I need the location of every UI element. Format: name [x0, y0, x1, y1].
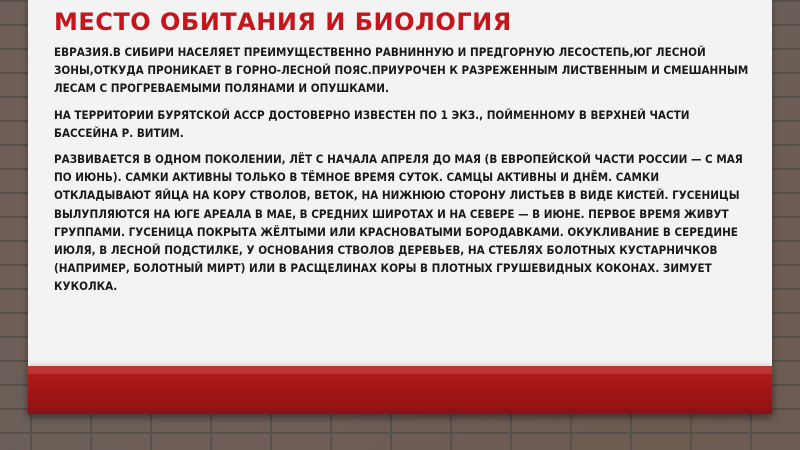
slide-body	[54, 43, 749, 304]
band-highlight	[28, 366, 772, 374]
paragraph-buryatia: НА ТЕРРИТОРИИ БУРЯТСКОЙ АССР ДОСТОВЕРНО ИЗВЕСТЕН ПО 1 ЭКЗ., ПОЙМЕННОМУ В ВЕРХНЕЙ ЧАСТИ БАССЕЙНА Р. ВИТИМ.	[54, 107, 690, 140]
paragraph-habitat: ЕВРАЗИЯ.В СИБИРИ НАСЕЛЯЕТ ПРЕИМУЩЕСТВЕННО РАВНИННУЮ И ПРЕДГОРНУЮ ЛЕСОСТЕПЬ,ЮГ ЛЕСНОЙ ЗОНЫ,ОТКУДА ПРОНИКАЕТ В ГОРНО-ЛЕСНОЙ ПОЯС.ПРИУРОЧЕН К РАЗРЕЖЕННЫМ ЛИСТВЕННЫМ И СМЕШАННЫМ ЛЕСАМ С ПРОГРЕВАЕМЫМИ ПОЛЯНАМИ И ОПУШКАМИ.	[54, 45, 749, 96]
red-accent-band	[28, 366, 772, 414]
paragraph-biology: РАЗВИВАЕТСЯ В ОДНОМ ПОКОЛЕНИИ, ЛЁТ С НАЧАЛА АПРЕЛЯ ДО МАЯ (В ЕВРОПЕЙСКОЙ ЧАСТИ РОССИИ — С МАЯ ПО ИЮНЬ). САМКИ АКТИВНЫ ТОЛЬКО В ТЁМНОЕ ВРЕМЯ СУТОК. САМЦЫ АКТИВНЫ И ДНЁМ. САМКИ ОТКЛАДЫВАЮТ ЯЙЦА НА КОРУ СТВОЛОВ, ВЕТОК, НА НИЖНЮЮ СТОРОНУ ЛИСТЬЕВ В ВИДЕ КИСТЕЙ. ГУСЕНИЦЫ ВЫЛУПЛЯЮТСЯ НА ЮГЕ АРЕАЛА В МАЕ, В СРЕДНИХ ШИРОТАХ И НА СЕВЕРЕ — В ИЮНЕ. ПЕРВОЕ ВРЕМЯ ЖИВУТ ГРУППАМИ. ГУСЕНИЦА ПОКРЫТА ЖЁЛТЫМИ ИЛИ КРАСНОВАТЫМИ БОРОДАВКАМИ. ОКУКЛИВАНИЕ В СЕРЕДИНЕ ИЮЛЯ, В ЛЕСНОЙ ПОДСТИЛКЕ, У ОСНОВАНИЯ СТВОЛОВ ДЕРЕВЬЕВ, НА СТЕБЛЯХ БОЛОТНЫХ КУСТАРНИЧКОВ (НАПРИМЕР, БОЛОТНЫЙ МИРТ) ИЛИ В РАСЩЕЛИНАХ КОРЫ В ПЛОТНЫХ ГРУШЕВИДНЫХ КОКОНАХ. ЗИМУЕТ КУКОЛКА.	[54, 152, 743, 294]
slide-title: МЕСТО ОБИТАНИЯ И БИОЛОГИЯ	[54, 8, 512, 36]
